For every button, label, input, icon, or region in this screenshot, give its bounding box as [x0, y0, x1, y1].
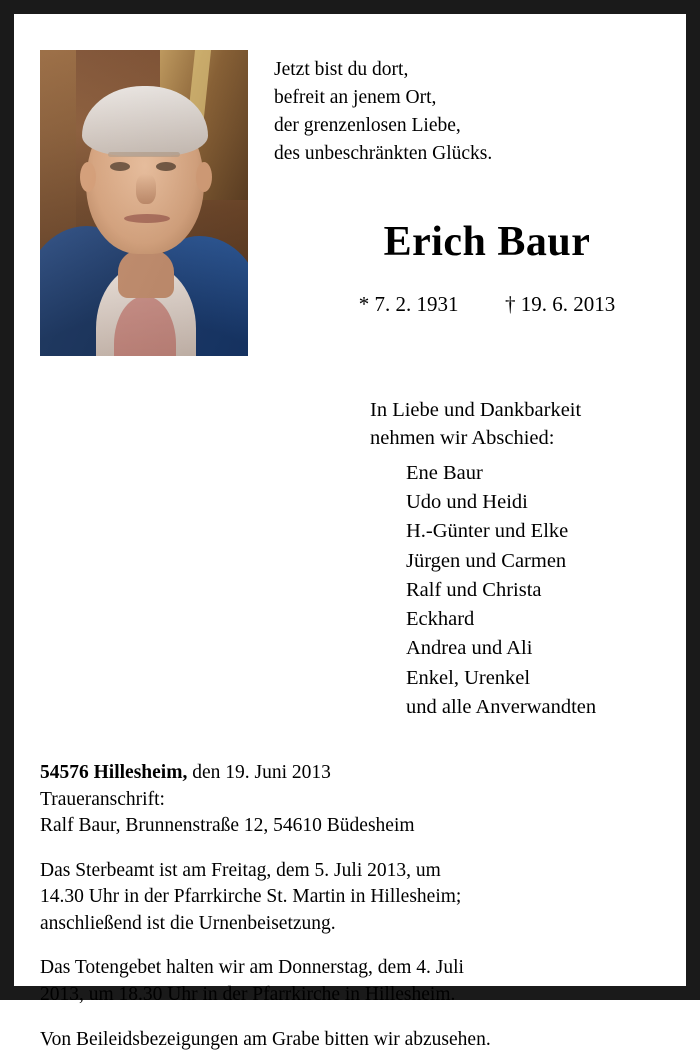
life-dates [274, 289, 660, 319]
address-value: Ralf Baur, Brunnenstraße 12, 54610 Büdesheim [40, 813, 660, 840]
service-line-1: Das Sterbeamt ist am Freitag, dem 5. Juli 2013, um [40, 858, 660, 885]
verse-line-2: befreit an jenem Ort, [274, 84, 660, 112]
mourning-intro-line-2: nehmen wir Abschied: [370, 424, 660, 452]
portrait-container [40, 32, 248, 356]
verse-line-1: Jetzt bist du dort, [274, 56, 660, 84]
family-member: H.-Günter und Elke [406, 517, 660, 546]
mourning-section [40, 396, 660, 722]
family-member: Ralf und Christa [406, 576, 660, 605]
place-name: 54576 Hillesheim, [40, 762, 187, 783]
service-line-2: 14.30 Uhr in der Pfarrkirche St. Martin in Hillesheim; [40, 884, 660, 911]
place-and-date [40, 760, 660, 787]
death-symbol: † [505, 292, 516, 316]
prayer-line-1: Das Totengebet halten wir am Donnerstag, dem 4. Juli [40, 955, 660, 982]
death-date: 19. 6. 2013 [521, 292, 616, 316]
family-member: Andrea und Ali [406, 634, 660, 663]
portrait-photo [40, 50, 248, 356]
family-member: Eckhard [406, 605, 660, 634]
family-member: Jürgen und Carmen [406, 547, 660, 576]
family-list [370, 459, 660, 723]
header-section [40, 32, 660, 356]
details-section [40, 760, 660, 1053]
family-member: Enkel, Urenkel [406, 664, 660, 693]
verse-line-3: der grenzenlosen Liebe, [274, 112, 660, 140]
family-member: Udo und Heidi [406, 488, 660, 517]
memorial-verse [248, 32, 660, 319]
service-info [40, 858, 660, 938]
birth-symbol: * [359, 292, 370, 316]
deceased-name: Erich Baur [274, 212, 660, 272]
family-member: und alle Anverwandten [406, 693, 660, 722]
prayer-line-2: 2013, um 18.30 Uhr in der Pfarrkirche in Hillesheim. [40, 982, 660, 1009]
service-line-3: anschließend ist die Urnenbeisetzung. [40, 911, 660, 938]
photo-overlay [40, 50, 248, 356]
obituary-inner-panel [14, 14, 686, 986]
address-label: Traueranschrift: [40, 787, 660, 814]
condolence-note: Von Beileidsbezeigungen am Grabe bitten wir abzusehen. [40, 1027, 660, 1053]
prayer-info [40, 955, 660, 1008]
mourning-intro-line-1: In Liebe und Dankbarkeit [370, 396, 660, 424]
birth-date: 7. 2. 1931 [375, 292, 459, 316]
notice-date: den 19. Juni 2013 [187, 762, 331, 783]
verse-line-4: des unbeschränkten Glücks. [274, 140, 660, 168]
family-member: Ene Baur [406, 459, 660, 488]
